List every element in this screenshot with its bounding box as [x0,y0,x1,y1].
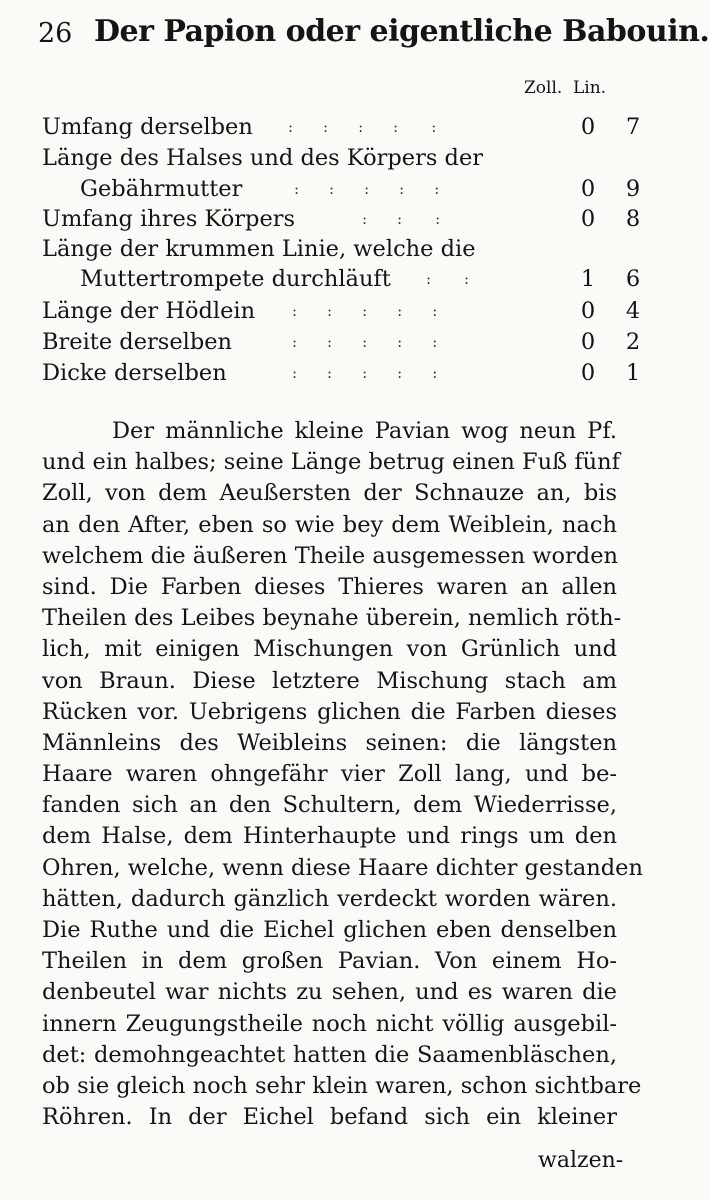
text-line: lich, mit einigen Mischungen von Grünlich und [42,636,617,663]
leader-dots: : : [426,270,470,288]
body-paragraph [42,416,643,1133]
table-row [42,143,607,173]
zoll-value: 0 [580,329,596,355]
lin-value: 4 [625,298,641,324]
row-label: Umfang ihres Körpers [42,206,296,232]
text-line: Männleins des Weibleins seinen: die längsten [42,729,617,756]
row-label: Breite derselben [42,329,233,355]
text-line: an den After, eben so wie bey dem Weiblein, nach [42,511,617,538]
row-label: Länge des Halses und des Körpers der [42,145,484,171]
text-line: sind. Die Farben dieses Thieres waren an allen [42,573,617,600]
zoll-value: 0 [580,114,596,140]
table-row [42,327,641,357]
catchword: walzen- [538,1148,624,1173]
table-row [42,174,641,204]
text-line: Ohren, welche, wenn diese Haare dichter gestanden [42,854,643,881]
row-label: Umfang derselben [42,114,253,140]
leader-dots: : : : : : [292,302,438,320]
table-row [42,234,607,264]
table-row [42,358,641,388]
lin-value: 8 [625,206,641,232]
text-line: dem Halse, dem Hinterhaupte und rings um den [42,823,617,850]
zoll-value: 0 [580,206,596,232]
text-line: Der männliche kleine Pavian wog neun Pf. [112,418,617,444]
leader-dots: : : : : : [292,364,438,382]
zoll-value: 0 [580,360,596,386]
text-line: innern Zeugungstheile noch nicht völlig ausgebil- [42,1010,617,1037]
column-header-lin: Lin. [573,78,607,98]
text-line: Theilen des Leibes beynahe überein, nemlich röth- [42,605,622,632]
text-line: Rücken vor. Uebrigens glichen die Farben dieses [42,698,617,725]
text-line: welchem die äußeren Theile ausgemessen worden [42,542,619,569]
text-line: Theilen in dem großen Pavian. Von einem Ho- [42,948,617,975]
text-line: Röhren. In der Eichel befand sich ein kleiner [42,1104,617,1131]
lin-value: 2 [625,329,641,355]
text-line: Zoll, von dem Aeußersten der Schnauze an, bis [42,480,617,507]
text-line: und ein halbes; seine Länge betrug einen Fuß fünf [42,449,620,476]
text-line: denbeutel war nichts zu sehen, und es waren die [42,979,617,1006]
leader-dots: : : : [362,210,441,228]
row-label: Länge der krummen Linie, welche die [42,236,476,262]
text-line: det: demohngeachtet hatten die Saamenbläschen, [42,1041,617,1068]
running-title: Der Papion oder eigentliche Babouin. [94,14,709,49]
text-line: fanden sich an den Schultern, dem Wiederrisse, [42,792,617,819]
row-label: Gebährmutter [80,176,243,202]
table-row [42,112,641,142]
lin-value: 7 [625,114,641,140]
text-line: hätten, dadurch gänzlich verdeckt worden wären. [42,885,617,912]
text-line: Haare waren ohngefähr vier Zoll lang, und be- [42,761,617,788]
lin-value: 9 [625,176,641,202]
zoll-value: 1 [580,266,596,292]
table-row [42,296,641,326]
lin-value: 6 [625,266,641,292]
page-number: 26 [38,18,73,49]
leader-dots: : : : : : [292,333,438,351]
zoll-value: 0 [580,298,596,324]
row-label: Länge der Hödlein [42,298,256,324]
lin-value: 1 [625,360,641,386]
leader-dots: : : : : : [294,180,440,198]
leader-dots: : : : : : [288,118,437,136]
text-line: ob sie gleich noch sehr klein waren, schon sichtbare [42,1072,642,1099]
text-line: Die Ruthe und die Eichel glichen eben denselben [42,917,617,943]
text-line: von Braun. Diese letztere Mischung stach am [42,667,617,694]
column-header-zoll: Zoll. [524,78,563,98]
row-label: Muttertrompete durchläuft [80,266,391,292]
table-row [42,264,641,294]
table-row [42,204,641,234]
row-label: Dicke derselben [42,360,227,386]
zoll-value: 0 [580,176,596,202]
